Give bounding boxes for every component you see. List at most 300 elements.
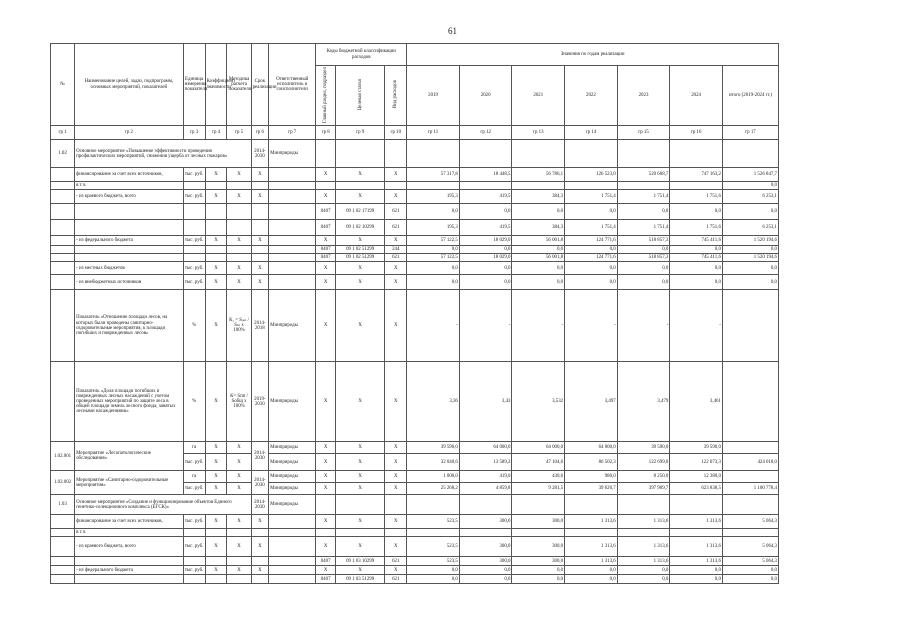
value-cell: 47 104,6 (512, 454, 565, 471)
col-number: гр 14 (565, 126, 618, 140)
value-cell: 18 029,0 (459, 236, 512, 246)
x-cell: X (316, 168, 336, 182)
unit-cell: тыс. руб. (183, 483, 205, 495)
value-cell: 12 380,0 (670, 471, 723, 483)
value-cell: 32 040,6 (407, 454, 460, 471)
method-cell: К₁ = Sₒₘ / Sₙₗ х 100% (227, 290, 251, 362)
x-cell: X (385, 168, 407, 182)
value-cell: - (617, 290, 670, 362)
value-cell: 0,0 (722, 575, 778, 584)
event-name: Основное мероприятие «Создание и функционирование объектов Единого генетико-селекционного комплекса (ЕГСК)» (75, 495, 251, 515)
hdr-code-rzpr (316, 66, 336, 126)
unit-cell: тыс. руб. (183, 566, 205, 575)
col-number: гр 4 (205, 126, 227, 140)
hdr-year: 2019 (407, 66, 460, 126)
value-cell: 0,0 (512, 275, 565, 290)
empty-cell (251, 557, 269, 566)
row-name: финансирование за счет всех источников, (75, 168, 184, 182)
value-cell: 0,0 (459, 566, 512, 575)
empty-cell (722, 495, 778, 515)
table-row (51, 471, 779, 483)
empty-cell (51, 575, 75, 584)
executor-cell: Минприроды (269, 495, 316, 515)
hdr-term: Срок реализации (251, 44, 269, 126)
value-cell: 1 751,4 (565, 220, 618, 236)
x-cell: X (335, 537, 384, 557)
value-cell: 300,0 (512, 515, 565, 529)
value-cell: 0,0 (459, 262, 512, 275)
value-cell: 523,5 (407, 515, 460, 529)
x-cell: X (316, 537, 336, 557)
empty-cell (459, 529, 512, 537)
col-number: гр 12 (459, 126, 512, 140)
value-cell: 0,0 (670, 204, 723, 220)
empty-cell (75, 575, 184, 584)
empty-cell (316, 529, 336, 537)
x-cell: X (335, 168, 384, 182)
value-cell: 3,532 (512, 362, 565, 442)
col-number: гр 11 (407, 126, 460, 140)
table-row (51, 204, 779, 220)
x-cell: X (316, 483, 336, 495)
value-cell: 39 590,0 (407, 442, 460, 454)
value-cell: 3,479 (617, 362, 670, 442)
value-cell: - (565, 290, 618, 362)
value-cell: 0,0 (407, 262, 460, 275)
code-rzpr: 0407 (316, 254, 336, 262)
value-cell: 13 589,2 (459, 454, 512, 471)
empty-cell (205, 182, 227, 190)
value-cell: 0,0 (617, 262, 670, 275)
col-number: гр 13 (512, 126, 565, 140)
value-cell: 0,0 (512, 204, 565, 220)
col-number: гр 10 (385, 126, 407, 140)
value-cell: 0,0 (617, 246, 670, 254)
value-cell: 1 313,6 (617, 557, 670, 566)
x-cell: X (227, 566, 251, 575)
col-number: гр 16 (670, 126, 723, 140)
value-cell: 0,0 (722, 246, 778, 254)
value-cell: 520 608,7 (617, 168, 670, 182)
x-cell: X (316, 275, 336, 290)
value-cell: 0,0 (565, 275, 618, 290)
value-cell: 5 064,3 (722, 515, 778, 529)
x-cell: X (227, 168, 251, 182)
x-cell: X (205, 275, 227, 290)
value-cell: 0,0 (670, 575, 723, 584)
x-cell: X (316, 236, 336, 246)
empty-cell (183, 246, 205, 254)
empty-cell (269, 515, 316, 529)
empty-cell (459, 182, 512, 190)
x-cell: X (385, 515, 407, 529)
empty-cell (269, 262, 316, 275)
value-cell: 0,0 (407, 575, 460, 584)
value-cell: 0,0 (565, 262, 618, 275)
row-name: - из федерального бюджета (75, 566, 184, 575)
empty-cell (251, 204, 269, 220)
empty-cell (251, 220, 269, 236)
table-row (51, 557, 779, 566)
value-cell: 1 526 847,7 (722, 168, 778, 182)
empty-cell (205, 204, 227, 220)
value-cell: 0,0 (565, 204, 618, 220)
value-cell: 25 268,2 (407, 483, 460, 495)
executor-cell: Минприроды (269, 454, 316, 471)
value-cell: 1 313,6 (617, 515, 670, 529)
hdr-code-vr-label: Вид расходов (393, 80, 399, 109)
executor-cell: Минприроды (269, 483, 316, 495)
value-cell: 419,0 (459, 471, 512, 483)
value-cell: 122 699,0 (617, 454, 670, 471)
empty-cell (227, 204, 251, 220)
value-cell: - (512, 290, 565, 362)
x-cell: X (385, 537, 407, 557)
row-num: 1.02.001 (51, 442, 75, 471)
value-cell: 0,0 (565, 566, 618, 575)
empty-cell (75, 204, 184, 220)
value-cell: 6 253,1 (722, 220, 778, 236)
x-cell: X (385, 442, 407, 454)
value-cell: 1 313,6 (565, 537, 618, 557)
x-cell: X (316, 442, 336, 454)
value-cell: 8 250,0 (617, 471, 670, 483)
empty-cell (251, 254, 269, 262)
x-cell: X (385, 275, 407, 290)
value-cell: 1 751,4 (617, 190, 670, 204)
x-cell: X (205, 442, 227, 454)
value-cell: 419,5 (459, 220, 512, 236)
x-cell: X (385, 262, 407, 275)
empty-cell (183, 575, 205, 584)
empty-cell (565, 529, 618, 537)
code-csr: 09 1 02 51299 (335, 246, 384, 254)
code-rzpr: 0407 (316, 575, 336, 584)
row-name: в т.ч. (75, 182, 184, 190)
x-cell: X (205, 236, 227, 246)
empty-cell (512, 182, 565, 190)
col-number: гр 7 (269, 126, 316, 140)
empty-cell (51, 566, 75, 575)
x-cell: X (227, 190, 251, 204)
unit-cell: тыс. руб. (183, 454, 205, 471)
value-cell: 0,0 (459, 246, 512, 254)
col-number: гр 8 (316, 126, 336, 140)
empty-cell (722, 529, 778, 537)
empty-cell (565, 182, 618, 190)
x-cell: X (205, 515, 227, 529)
term-cell: 2014-2030 (251, 471, 269, 495)
value-cell: 9 281,5 (512, 483, 565, 495)
empty-cell (51, 254, 75, 262)
executor-cell: Минприроды (269, 471, 316, 483)
table-row (51, 537, 779, 557)
empty-cell (335, 529, 384, 537)
empty-cell (269, 537, 316, 557)
value-cell: 518 857,3 (617, 254, 670, 262)
value-cell: 1 313,6 (670, 557, 723, 566)
value-cell: 124 771,6 (565, 254, 618, 262)
unit-cell: тыс. руб. (183, 190, 205, 204)
empty-cell (269, 204, 316, 220)
empty-cell (251, 575, 269, 584)
empty-cell (227, 182, 251, 190)
x-cell: X (205, 262, 227, 275)
table-row (51, 362, 779, 442)
row-name: финансирование за счет всех источников, (75, 515, 184, 529)
empty-cell (269, 168, 316, 182)
value-cell: 745 411,6 (670, 236, 723, 246)
executor-cell: Минприроды (269, 140, 316, 168)
value-cell: 0,0 (722, 182, 778, 190)
indicator-name: Показатель «Доля площади погибших и поврежденных лесных насаждений с учетом проведенных мероприятий по защите леса в общей площади земель лесного фонда, занятых лесными насаждениями» (75, 362, 184, 442)
code-csr: 09 1 03 10299 (335, 557, 384, 566)
value-cell: 300,0 (459, 557, 512, 566)
empty-cell (407, 529, 460, 537)
row-name: - из краевого бюджета, всего (75, 537, 184, 557)
value-cell: 0,0 (512, 566, 565, 575)
value-cell (722, 471, 778, 483)
code-vr: 621 (385, 254, 407, 262)
value-cell: 0,0 (670, 566, 723, 575)
empty-cell (51, 168, 75, 182)
x-cell: X (335, 236, 384, 246)
value-cell: 57 317,8 (407, 168, 460, 182)
x-cell: X (251, 190, 269, 204)
x-cell: X (205, 362, 227, 442)
x-cell: X (335, 454, 384, 471)
value-cell: 1 313,6 (565, 515, 618, 529)
table-row (51, 140, 779, 168)
value-cell: 523,5 (407, 557, 460, 566)
code-vr: 244 (385, 246, 407, 254)
x-cell: X (335, 290, 384, 362)
empty-cell (205, 557, 227, 566)
program-table (50, 43, 779, 584)
code-rzpr: 0407 (316, 557, 336, 566)
col-number: гр 2 (75, 126, 184, 140)
empty-cell (269, 566, 316, 575)
value-cell: 397 909,7 (617, 483, 670, 495)
empty-cell (183, 254, 205, 262)
empty-cell (316, 182, 336, 190)
unit-cell: % (183, 362, 205, 442)
value-cell: 3,461 (670, 362, 723, 442)
value-cell: 0,0 (617, 204, 670, 220)
empty-cell (227, 575, 251, 584)
empty-cell (670, 140, 723, 168)
empty-cell (75, 557, 184, 566)
hdr-method: Методика расчета показателя (227, 44, 251, 126)
x-cell: X (205, 190, 227, 204)
executor-cell: Минприроды (269, 442, 316, 454)
code-vr: 621 (385, 557, 407, 566)
value-cell: 57 122,5 (407, 254, 460, 262)
x-cell: X (385, 454, 407, 471)
empty-cell (75, 220, 184, 236)
empty-cell (670, 182, 723, 190)
value-cell: 64 000,0 (565, 442, 618, 454)
value-cell: 0,0 (407, 246, 460, 254)
code-rzpr: 0407 (316, 220, 336, 236)
empty-cell (205, 529, 227, 537)
row-name: - из федерального бюджета (75, 236, 184, 246)
value-cell: 745 411,6 (670, 254, 723, 262)
value-cell: 523,5 (407, 537, 460, 557)
x-cell: X (316, 290, 336, 362)
empty-cell (51, 290, 75, 362)
unit-cell: тыс. руб. (183, 236, 205, 246)
value-cell: 300,0 (512, 557, 565, 566)
empty-cell (269, 529, 316, 537)
x-cell: X (205, 290, 227, 362)
hdr-num: № (51, 44, 75, 126)
hdr-codes: Коды бюджетной классификации расходов (316, 44, 407, 66)
row-name: - из внебюджетных источников (75, 275, 184, 290)
empty-cell (251, 529, 269, 537)
value-cell: 56 786,1 (512, 168, 565, 182)
x-cell: X (251, 275, 269, 290)
empty-cell (183, 220, 205, 236)
value-cell: 1 520 194,6 (722, 236, 778, 246)
value-cell: 57 122,5 (407, 236, 460, 246)
value-cell: 424 018,0 (722, 454, 778, 471)
table-row (51, 262, 779, 275)
table-row (51, 290, 779, 362)
empty-cell (316, 495, 336, 515)
unit-cell: % (183, 290, 205, 362)
value-cell: 0,0 (670, 262, 723, 275)
table-row (51, 168, 779, 182)
x-cell: X (227, 454, 251, 471)
value-cell: 1 100 778,4 (722, 483, 778, 495)
value-cell: 0,0 (407, 204, 460, 220)
empty-cell (183, 557, 205, 566)
table-row (51, 246, 779, 254)
row-num: 1.02.002 (51, 471, 75, 495)
row-name: в т.ч. (75, 529, 184, 537)
empty-cell (183, 204, 205, 220)
empty-cell (51, 362, 75, 442)
empty-cell (205, 220, 227, 236)
value-cell: 39 620,7 (565, 483, 618, 495)
empty-cell (269, 575, 316, 584)
x-cell: X (335, 566, 384, 575)
table-row (51, 442, 779, 454)
value-cell: 64 000,0 (512, 442, 565, 454)
term-cell: 2014-2030 (251, 442, 269, 471)
table-row (51, 126, 779, 140)
value-cell: 3,497 (565, 362, 618, 442)
value-cell: 124 771,6 (565, 236, 618, 246)
empty-cell (269, 182, 316, 190)
value-cell: 0,0 (722, 275, 778, 290)
x-cell: X (316, 190, 336, 204)
table-row (51, 254, 779, 262)
empty-cell (565, 140, 618, 168)
x-cell: X (385, 483, 407, 495)
empty-cell (51, 262, 75, 275)
code-csr: 09 1 02 51299 (335, 254, 384, 262)
x-cell: X (335, 471, 384, 483)
value-cell: 300,0 (459, 537, 512, 557)
unit-cell: га (183, 471, 205, 483)
empty-cell (722, 140, 778, 168)
table-row (51, 236, 779, 246)
empty-cell (51, 537, 75, 557)
value-cell: 0,0 (617, 275, 670, 290)
hdr-code-rzpr-label: Главный раздел, подраздел (323, 66, 329, 123)
executor-cell: Минприроды (269, 290, 316, 362)
x-cell: X (227, 515, 251, 529)
hdr-name: Наименование целей, задач, подпрограмм, основных мероприятий, показателей (75, 44, 184, 126)
unit-cell: тыс. руб. (183, 168, 205, 182)
empty-cell (51, 182, 75, 190)
code-vr: 621 (385, 220, 407, 236)
empty-cell (617, 495, 670, 515)
empty-cell (227, 254, 251, 262)
x-cell: X (316, 566, 336, 575)
value-cell: 1 751,6 (670, 190, 723, 204)
value-cell: 623 838,5 (670, 483, 723, 495)
unit-cell: тыс. руб. (183, 262, 205, 275)
empty-cell (617, 529, 670, 537)
empty-cell (459, 495, 512, 515)
value-cell: 195,3 (407, 220, 460, 236)
empty-cell (75, 246, 184, 254)
empty-cell (269, 275, 316, 290)
x-cell: X (205, 566, 227, 575)
value-cell: 0,0 (617, 575, 670, 584)
code-csr: 09 1 02 17199 (335, 204, 384, 220)
empty-cell (227, 529, 251, 537)
x-cell: X (227, 442, 251, 454)
empty-cell (251, 246, 269, 254)
value-cell: 0,0 (407, 566, 460, 575)
event-name: Мероприятие «Лесопатологические обследования» (75, 442, 184, 471)
value-cell: 518 857,3 (617, 236, 670, 246)
empty-cell (205, 575, 227, 584)
empty-cell (51, 190, 75, 204)
indicator-name: Показатель «Отношение площади лесов, на которых были проведены санитарно-оздоровительные мероприятия, к площади погибших и поврежденных лесов» (75, 290, 184, 362)
x-cell: X (227, 483, 251, 495)
x-cell: X (227, 537, 251, 557)
x-cell: X (205, 483, 227, 495)
table-row (51, 182, 779, 190)
empty-cell (227, 246, 251, 254)
empty-cell (722, 362, 778, 442)
x-cell: X (316, 515, 336, 529)
empty-cell (269, 190, 316, 204)
empty-cell (269, 220, 316, 236)
x-cell: X (251, 262, 269, 275)
empty-cell (183, 529, 205, 537)
value-cell: - (670, 290, 723, 362)
value-cell: 980,0 (565, 471, 618, 483)
value-cell: 56 001,8 (512, 254, 565, 262)
value-cell: 0,0 (617, 566, 670, 575)
x-cell: X (385, 190, 407, 204)
empty-cell (51, 515, 75, 529)
col-number: гр 1 (51, 126, 75, 140)
empty-cell (407, 495, 460, 515)
empty-cell (269, 254, 316, 262)
empty-cell (75, 254, 184, 262)
empty-cell (385, 495, 407, 515)
table-row (51, 566, 779, 575)
x-cell: X (227, 275, 251, 290)
x-cell: X (205, 168, 227, 182)
